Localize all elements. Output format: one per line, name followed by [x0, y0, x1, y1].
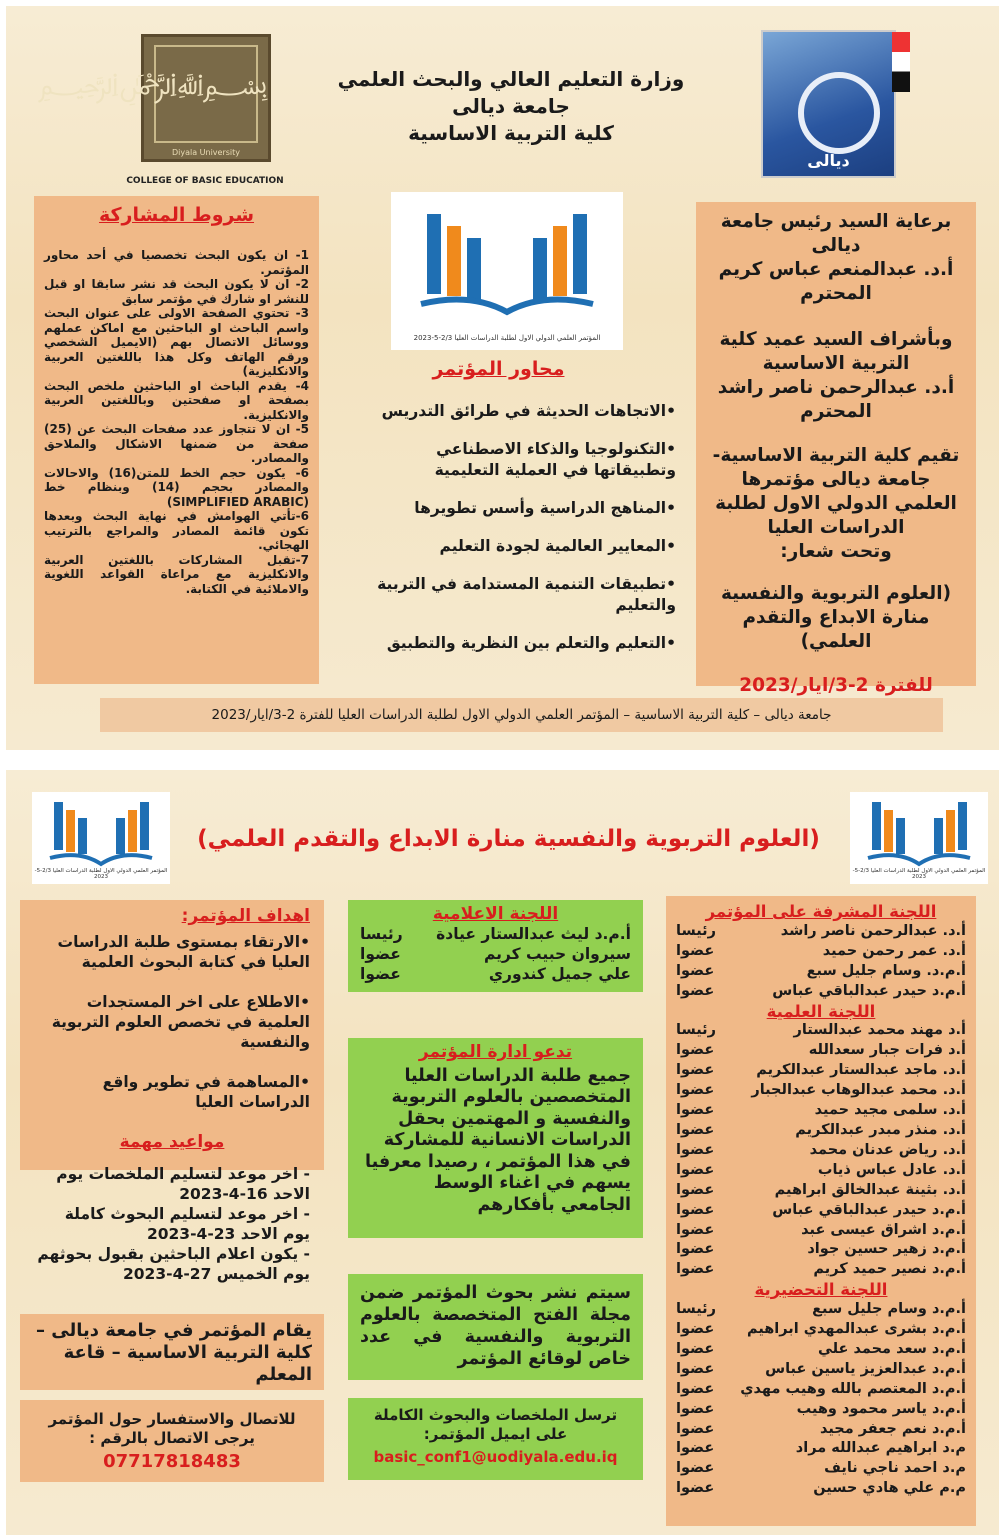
patron-box: [696, 202, 976, 696]
scientific-member: [676, 1161, 966, 1181]
scientific-member-name: أ.د. ماجد عبدالستار عبدالكريم: [756, 1062, 966, 1079]
preparatory-member-name: أ.م.د وسام جليل سبع: [812, 1301, 966, 1318]
preparatory-title: اللجنة التحضيرية: [754, 1280, 888, 1300]
scientific-member-role: عضوا: [676, 1181, 715, 1198]
scientific-member-name: أ.د. منذر مبدر عبدالكريم: [795, 1121, 966, 1138]
axis-item: •التكنولوجيا والذكاء الاصطناعي وتطبيقاتها في العملية التعليمية: [434, 440, 676, 479]
condition-item: 6- يكون حجم الخط للمتن(16) والاحالات والمصادر بحجم (14) وبنظام خط (SIMPLIFIED ARABIC): [44, 465, 309, 509]
contact-box: [20, 1400, 324, 1482]
conference-book-logo: [391, 192, 623, 350]
goal-item: •المساهمة في تطوير واقع الدراسات العليا: [102, 1073, 310, 1111]
condition-item: 1- ان يكون البحث تخصصيا في أحد محاور المؤتمر.: [44, 248, 309, 277]
dates-list: [34, 1164, 310, 1284]
media-member-role: عضوا: [360, 965, 401, 983]
preparatory-member: [676, 1360, 966, 1380]
scientific-member-role: رئيسا: [676, 1022, 716, 1039]
iraq-flag-icon: [892, 32, 910, 92]
venue-box: يقام المؤتمر في جامعة ديالى – كلية التربية الاساسية – قاعة المعلم: [20, 1314, 324, 1390]
scientific-member: [676, 1201, 966, 1221]
goal-item: •الاطلاع على اخر المستجدات العلمية في تخصص العلوم التربوية والنفسية: [51, 993, 310, 1051]
supervising-list: [676, 922, 966, 1002]
send-email[interactable]: basic_conf1@uodiyala.edu.iq: [373, 1448, 618, 1466]
media-committee-list: [360, 924, 631, 984]
axis-item: •المناهج الدراسية وأسس تطويرها: [414, 499, 676, 517]
invite-box: [348, 1038, 643, 1238]
scientific-member-role: عضوا: [676, 1201, 715, 1218]
scientific-member-name: أ.د. سلمى مجيد حميد: [814, 1102, 966, 1119]
preparatory-member-name: أ.م.د عبدالعزيز ياسين عباس: [765, 1360, 966, 1377]
left-logo-caption: المؤتمر العلمي الدولي الاول لطلبة الدراسات العليا 2/3-5-2023: [34, 868, 168, 880]
scientific-member-name: أ.م.د اشراق عيسى عبد: [801, 1221, 966, 1238]
patron-line-5: تقيم كلية التربية الاساسية- جامعة ديالى مؤتمرها العلمي الدولي الاول لطلبة الدراسات العليا: [712, 445, 960, 538]
college-name: كلية التربية الاساسية: [408, 121, 614, 145]
logo-caption: المؤتمر العلمي الدولي الاول لطلبة الدراسات العليا 2/3-5-2023: [413, 334, 601, 342]
preparatory-member-role: عضوا: [676, 1480, 715, 1497]
media-committee-title: اللجنة الاعلامية: [432, 904, 559, 924]
scientific-member-role: عضوا: [676, 1221, 715, 1238]
scientific-member-name: أ.م.د زهير حسين جواد: [807, 1241, 966, 1258]
dates-box: [20, 1126, 324, 1302]
scientific-member-role: عضوا: [676, 1241, 715, 1258]
scientific-member-name: أ.د. عادل عباس ذياب: [817, 1161, 966, 1178]
university-logo: [761, 30, 896, 178]
invite-title: تدعو ادارة المؤتمر: [418, 1042, 573, 1062]
media-member-name: أ.م.د ليث عبدالستار عيادة: [436, 925, 631, 943]
preparatory-member-role: عضوا: [676, 1460, 715, 1477]
preparatory-list: [676, 1300, 966, 1499]
media-member-role: رئيسا: [360, 925, 403, 943]
preparatory-member-name: م.د ابراهيم عبدالله مراد: [795, 1440, 966, 1457]
axes-title: محاور المؤتمر: [432, 358, 565, 380]
patron-date: للفترة 2-3/ايار/2023: [739, 675, 933, 696]
preparatory-member-role: عضوا: [676, 1440, 715, 1457]
supervising-member-role: عضوا: [676, 942, 715, 959]
date-item: - اخر موعد لتسليم الملخصات يوم الاحد 16-4-2023: [56, 1165, 310, 1203]
page2-slogan: (العلوم التربوية والنفسية منارة الابداع والتقدم العلمي): [197, 826, 820, 852]
scientific-member: [676, 1041, 966, 1061]
scientific-member: [676, 1101, 966, 1121]
scientific-member: [676, 1121, 966, 1141]
supervising-member-role: عضوا: [676, 982, 715, 999]
media-committee-box: [348, 900, 643, 992]
goals-list: [34, 932, 310, 1112]
right-logo-caption: المؤتمر العلمي الدولي الاول لطلبة الدراسات العليا 2/3-5-2023: [852, 868, 986, 880]
patron-line-3: وبأشراف السيد عميد كلية التربية الاساسية: [719, 329, 953, 374]
axis-item: •التعليم والتعلم بين النظرية والتطبيق: [386, 634, 676, 652]
scientific-member: [676, 1181, 966, 1201]
supervising-member: [676, 922, 966, 942]
scientific-member-role: عضوا: [676, 1121, 715, 1138]
preparatory-member: [676, 1420, 966, 1440]
poster-page-1: [6, 6, 999, 750]
preparatory-member: [676, 1380, 966, 1400]
preparatory-member-name: م.د احمد ناجي نايف: [824, 1460, 966, 1477]
book-icon: [50, 802, 152, 864]
ministry-name: وزارة التعليم العالي والبحث العلمي: [337, 67, 685, 91]
university-name: جامعة ديالى: [452, 94, 570, 118]
preparatory-member-role: رئيسا: [676, 1301, 716, 1318]
scientific-member-name: أ.د. محمد عبدالوهاب عبدالجبار: [751, 1082, 966, 1099]
condition-item: 2- ان لا يكون البحث قد نشر سابقا او قبل للنشر او شارك في مؤتمر سابق: [44, 277, 309, 306]
publish-box: سيتم نشر بحوث المؤتمر ضمن مجلة الفتح المتخصصة بالعلوم التربوية والنفسية في عدد خاص لوقائع المؤتمر: [348, 1274, 643, 1380]
left-book-logo: [32, 792, 170, 884]
scientific-member: [676, 1061, 966, 1081]
ministry-header: [306, 66, 716, 147]
scientific-member-role: عضوا: [676, 1102, 715, 1119]
scientific-member-name: أ.د مهند محمد عبدالستار: [793, 1022, 966, 1039]
media-member: [360, 924, 631, 944]
condition-item: 4- يقدم الباحث او الباحثين ملخص البحث بصفحة او صفحتين وباللغتين العربية والانكليزية.: [44, 378, 309, 422]
scientific-member-role: عضوا: [676, 1082, 715, 1099]
scientific-member: [676, 1141, 966, 1161]
invite-text: جميع طلبة الدراسات العليا المتخصصين بالعلوم التربوية والنفسية و المهتمين بحقل الدراسات الانسانية للمشاركة في هذا المؤتمر ، رصيدا معرفيا يسهم في اغناء الوسط الجامعي بأفكارهم: [365, 1065, 631, 1215]
scientific-member-role: عضوا: [676, 1261, 715, 1278]
supervising-member-name: أ.د. عبدالرحمن ناصر راشد: [780, 922, 966, 939]
footer-banner: جامعة ديالى – كلية التربية الاساسية – المؤتمر العلمي الدولي الاول لطلبة الدراسات العليا للفترة 2-3/ايار/2023: [100, 698, 943, 732]
preparatory-member-role: عضوا: [676, 1400, 715, 1417]
supervising-title: اللجنة المشرفة على المؤتمر: [705, 902, 937, 921]
scientific-member-name: أ.م.د حيدر عبدالباقي عباس: [772, 1201, 966, 1218]
supervising-member-name: أ.د. عمر رحمن حميد: [822, 942, 966, 959]
condition-item: 7-تقبل المشاركات باللغتين العربية والانكليزية مع مراعاة القواعد اللغوية والاملائية في الكتابة.: [44, 552, 309, 596]
conditions-box: [34, 196, 319, 684]
preparatory-member-role: عضوا: [676, 1380, 715, 1397]
preparatory-member: [676, 1400, 966, 1420]
book-icon: [421, 214, 593, 312]
date-item: - اخر موعد لتسليم البحوث كاملة يوم الاحد 23-4-2023: [64, 1205, 310, 1243]
preparatory-member-role: عضوا: [676, 1340, 715, 1357]
contact-text: للاتصال والاستفسار حول المؤتمر يرجى الاتصال بالرقم :: [48, 1410, 296, 1447]
scientific-title: اللجنة العلمية: [766, 1001, 876, 1021]
scientific-member-role: عضوا: [676, 1042, 715, 1059]
scientific-member: [676, 1021, 966, 1041]
axis-item: •تطبيقات التنمية المستدامة في التربية والتعليم: [377, 575, 676, 614]
goal-item: •الارتقاء بمستوى طلبة الدراسات العليا في كتابة البحوث العلمية: [57, 933, 310, 971]
send-box: [348, 1398, 643, 1480]
media-member-name: علي جميل كندوري: [488, 965, 631, 983]
axis-item: •المعايير العالمية لجودة التعليم: [439, 537, 676, 555]
college-label: COLLEGE OF BASIC EDUCATION: [126, 176, 284, 186]
preparatory-member-name: أ.م.د ياسر محمود وهيب: [796, 1400, 966, 1417]
supervising-member: [676, 982, 966, 1002]
supervising-member-name: أ.م.د حيدر عبدالباقي عباس: [772, 982, 966, 999]
university-logo-text: ديالى: [807, 151, 850, 170]
preparatory-member-name: أ.م.د المعتصم بالله وهيب مهدي: [740, 1380, 966, 1397]
committees-box: [666, 896, 976, 1526]
patron-line-2: أ.د. عبدالمنعم عباس كريم المحترم: [718, 259, 954, 304]
preparatory-member-name: أ.م.د بشرى عبدالمهدي ابراهيم: [746, 1321, 966, 1338]
condition-item: 3- تحتوي الصفحة الاولى على عنوان البحث واسم الباحث او الباحثين مع اماكن عملهم ووسائل الاتصال بهم (الايميل الشخصي ورقم الهاتف وكل هذا باللغتين العربية والانكليزية): [44, 306, 309, 378]
college-seal-logo: ﷽ Diyala University: [141, 34, 271, 162]
conditions-list: [44, 248, 309, 596]
supervising-member-role: عضوا: [676, 962, 715, 979]
poster-page-2: [6, 770, 999, 1535]
scientific-member: [676, 1221, 966, 1241]
preparatory-member-name: أ.م.د نعم جعفر مجيد: [819, 1420, 966, 1437]
media-member: [360, 944, 631, 964]
media-member: [360, 964, 631, 984]
axes-list: [351, 401, 676, 671]
scientific-member-name: أ.د. رياض عدنان محمد: [809, 1141, 966, 1158]
preparatory-member-name: أ.م.د سعد محمد علي: [817, 1340, 966, 1357]
preparatory-member: [676, 1479, 966, 1499]
media-member-name: سيروان حبيب كريم: [483, 945, 631, 963]
preparatory-member: [676, 1300, 966, 1320]
preparatory-member: [676, 1459, 966, 1479]
scientific-member-name: أ.م.د نصير حميد كريم: [813, 1261, 966, 1278]
scientific-member-role: عضوا: [676, 1062, 715, 1079]
preparatory-member: [676, 1320, 966, 1340]
patron-line-6: وتحت شعار:: [780, 541, 892, 562]
preparatory-member-name: م.م علي هادي حسين: [813, 1480, 966, 1497]
dates-title: مواعيد مهمة: [119, 1132, 225, 1152]
preparatory-member: [676, 1439, 966, 1459]
date-item: - يكون اعلام الباحثين بقبول بحوثهم يوم الخميس 27-4-2023: [37, 1245, 310, 1283]
preparatory-member: [676, 1340, 966, 1360]
preparatory-member-role: عضوا: [676, 1420, 715, 1437]
supervising-member-name: أ.م.د. وسام جليل سبع: [806, 962, 966, 979]
scientific-member-name: أ.د. بثينة عبدالخالق ابراهيم: [774, 1181, 966, 1198]
goals-title: اهداف المؤتمر:: [181, 906, 310, 926]
conditions-title: شروط المشاركة: [98, 204, 255, 226]
scientific-list: [676, 1021, 966, 1280]
patron-line-4: أ.د. عبدالرحمن ناصر راشد المحترم: [717, 377, 955, 422]
patron-slogan: (العلوم التربوية والنفسية منارة الابداع والتقدم العلمي): [720, 583, 952, 652]
book-icon: [868, 802, 970, 864]
contact-phone[interactable]: 07717818483: [103, 1451, 241, 1472]
scientific-member: [676, 1081, 966, 1101]
scientific-member: [676, 1240, 966, 1260]
supervising-member-role: رئيسا: [676, 922, 716, 939]
scientific-member-name: أ.د فرات جبار سعدالله: [808, 1042, 966, 1059]
axis-item: •الاتجاهات الحديثة في طرائق التدريس: [381, 402, 676, 420]
scientific-member-role: عضوا: [676, 1161, 715, 1178]
condition-item: 6-تأتي الهوامش في نهاية البحث وبعدها تكون قائمة المصادر والمراجع بالترتيب الهجائي.: [44, 509, 309, 552]
send-text: ترسل الملخصات والبحوث الكاملة على ايميل المؤتمر:: [373, 1406, 618, 1443]
scientific-member: [676, 1260, 966, 1280]
condition-item: 5- ان لا تتجاوز عدد صفحات البحث عن (25) صفحة من ضمنها الاشكال والملاحق والمصادر.: [44, 422, 309, 465]
media-member-role: عضوا: [360, 945, 401, 963]
preparatory-member-role: عضوا: [676, 1360, 715, 1377]
patron-line-1: برعاية السيد رئيس جامعة ديالى: [720, 211, 952, 256]
right-book-logo: [850, 792, 988, 884]
scientific-member-role: عضوا: [676, 1141, 715, 1158]
supervising-member: [676, 942, 966, 962]
preparatory-member-role: عضوا: [676, 1321, 715, 1338]
supervising-member: [676, 962, 966, 982]
